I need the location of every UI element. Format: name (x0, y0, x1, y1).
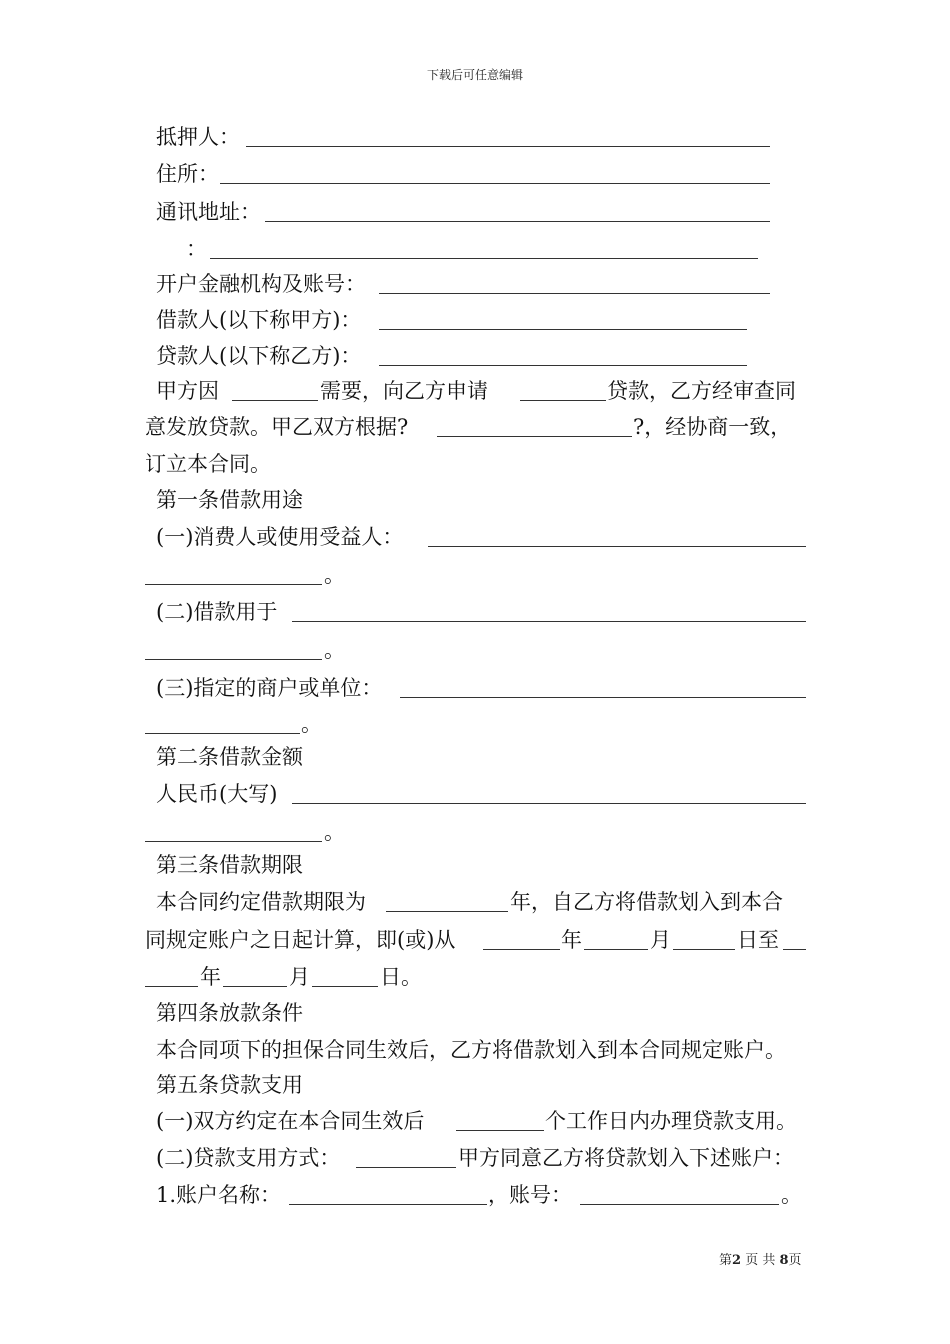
article-1-item-3-cont (0, 709, 950, 739)
year-label: 年 (200, 965, 221, 989)
footer-total-pages: 8 (779, 1253, 789, 1268)
borrower-line (0, 305, 950, 335)
address-label: 通讯地址： (156, 200, 261, 224)
article-2-heading: 第二条借款金额 (156, 745, 303, 769)
beneficiary-blank[interactable] (428, 522, 806, 547)
beneficiary-label: (一)消费人或使用受益人： (156, 525, 404, 549)
loan-use-label: (二)借款用于 (156, 600, 278, 624)
drawdown-text-a: (一)双方约定在本合同生效后 (156, 1109, 425, 1133)
article-2-item-1 (0, 779, 950, 809)
merchant-label: (三)指定的商户或单位： (156, 676, 383, 700)
mortgagor-blank[interactable] (246, 122, 770, 147)
bank-account-blank[interactable] (379, 269, 770, 294)
residence-blank[interactable] (220, 159, 770, 184)
end-day-blank[interactable] (312, 962, 378, 987)
period-mark: 。 (324, 820, 345, 844)
lender-blank[interactable] (379, 341, 747, 366)
intro-text-c: 贷款，乙方经审查同 (607, 379, 796, 403)
start-year-blank[interactable] (483, 925, 560, 950)
month-label: 月 (289, 965, 310, 989)
borrower-blank[interactable] (379, 305, 747, 330)
intro-text-e: ?，经协商一致， (633, 415, 792, 439)
lender-label: 贷款人(以下称乙方)： (156, 344, 362, 368)
term-text-c: 同规定账户之日起计算，即(或)从 (145, 928, 456, 952)
lender-line (0, 341, 950, 371)
term-text-b: 年，自乙方将借款划入到本合 (510, 890, 783, 914)
end-month-blank[interactable] (223, 962, 287, 987)
residence-line (0, 159, 950, 189)
intro-text-b: 需要，向乙方申请 (320, 379, 488, 403)
working-days-blank[interactable] (456, 1106, 544, 1131)
account-name-blank[interactable] (289, 1180, 487, 1205)
start-day-blank[interactable] (673, 925, 735, 950)
loan-type-blank[interactable] (520, 376, 606, 401)
article-5-item-2 (0, 1143, 950, 1173)
article-4-title (0, 998, 950, 1028)
account-name-label: 1.账户名称： (156, 1183, 282, 1207)
article-1-item-1 (0, 522, 950, 552)
article-3-line-2 (0, 925, 950, 955)
article-5-title (0, 1070, 950, 1100)
intro-line-1 (0, 376, 950, 406)
loan-use-blank[interactable] (292, 597, 806, 622)
address-line (0, 197, 950, 227)
address-blank[interactable] (265, 197, 770, 222)
mortgagor-line (0, 122, 950, 152)
article-4-item-1 (0, 1035, 950, 1065)
disbursement-condition-text: 本合同项下的担保合同生效后，乙方将借款划入到本合同规定账户。 (156, 1038, 786, 1062)
intro-text-f: 订立本合同。 (145, 452, 271, 476)
article-2-item-1-cont (0, 817, 950, 847)
article-4-heading: 第四条放款条件 (156, 1001, 303, 1025)
loan-use-blank-cont[interactable] (145, 635, 322, 660)
term-text-a: 本合同约定借款期限为 (156, 890, 366, 914)
basis-blank[interactable] (437, 412, 632, 437)
period-mark: 。 (301, 712, 322, 736)
borrower-label: 借款人(以下称甲方)： (156, 308, 362, 332)
intro-text-d: 意发放贷款。甲乙双方根据? (145, 415, 409, 439)
year-label: 年 (561, 928, 582, 952)
article-1-item-1-cont (0, 560, 950, 590)
drawdown-method-text: 甲方同意乙方将贷款划入下述账户： (458, 1146, 794, 1170)
article-3-line-3 (0, 962, 950, 992)
drawdown-method-blank[interactable] (356, 1143, 456, 1168)
amount-blank[interactable] (292, 779, 806, 804)
article-3-line-1 (0, 887, 950, 917)
article-1-heading: 第一条借款用途 (156, 488, 303, 512)
drawdown-method-label: (二)贷款支用方式： (156, 1146, 341, 1170)
day-label: 日。 (380, 965, 422, 989)
intro-text-a: 甲方因 (156, 379, 219, 403)
colon-line (0, 234, 950, 264)
footer-suffix: 页 (788, 1253, 802, 1268)
article-5-heading: 第五条贷款支用 (156, 1073, 303, 1097)
month-label: 月 (650, 928, 671, 952)
mortgagor-label: 抵押人： (156, 125, 240, 149)
bank-account-line (0, 269, 950, 299)
merchant-blank[interactable] (400, 673, 806, 698)
period-mark: 。 (324, 638, 345, 662)
purpose-blank[interactable] (232, 376, 318, 401)
footer-mid: 页 共 (745, 1253, 776, 1268)
article-1-title (0, 485, 950, 515)
drawdown-text-b: 个工作日内办理贷款支用。 (545, 1109, 797, 1133)
intro-line-2 (0, 412, 950, 442)
article-2-title (0, 742, 950, 772)
intro-line-3 (0, 449, 950, 479)
amount-label: 人民币(大写) (156, 782, 278, 806)
article-3-heading: 第三条借款期限 (156, 853, 303, 877)
end-year-blank[interactable] (145, 962, 198, 987)
footer-page-number: 2 (732, 1253, 742, 1268)
footer-prefix: 第 (719, 1253, 733, 1268)
article-1-item-2 (0, 597, 950, 627)
day-to-label: 日至 (737, 928, 779, 952)
account-line (0, 1180, 950, 1210)
period-mark: 。 (781, 1183, 802, 1207)
beneficiary-blank-cont[interactable] (145, 560, 322, 585)
page-header: 下载后可任意编辑 (426, 68, 523, 82)
merchant-blank-cont[interactable] (145, 709, 300, 734)
article-5-item-1 (0, 1106, 950, 1136)
period-mark: 。 (324, 563, 345, 587)
article-1-item-2-cont (0, 635, 950, 665)
account-number-label: ，账号： (488, 1183, 572, 1207)
start-month-blank[interactable] (584, 925, 648, 950)
amount-blank-cont[interactable] (145, 817, 322, 842)
account-number-blank[interactable] (580, 1180, 779, 1205)
residence-label: 住所： (156, 162, 219, 186)
article-1-item-3 (0, 673, 950, 703)
page-footer (719, 1249, 802, 1268)
end-year-blank-start[interactable] (783, 925, 806, 950)
colon-blank[interactable] (210, 234, 758, 259)
term-years-blank[interactable] (386, 887, 508, 912)
colon-label: ： (186, 237, 207, 261)
bank-account-label: 开户金融机构及账号： (156, 272, 366, 296)
article-3-title (0, 850, 950, 880)
